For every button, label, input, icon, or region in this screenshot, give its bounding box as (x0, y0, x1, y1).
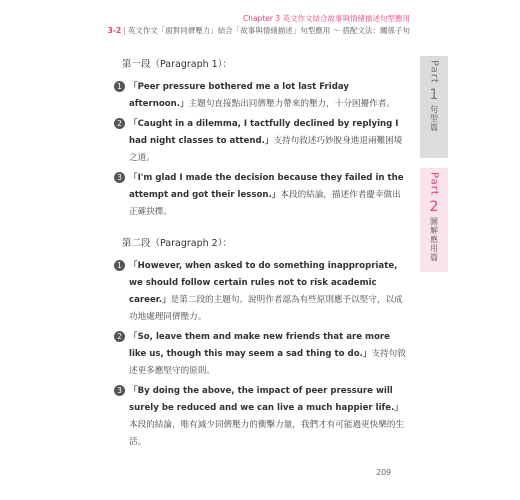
chinese-explanation: 支持句敘述巧妙脫身進退兩難困境之道。 (129, 136, 403, 163)
numbered-bullet-icon: 1 (114, 260, 125, 271)
english-sentence: 「Peer pressure bothered me a lot last Friday afternoon.」 (129, 82, 349, 109)
paragraph-1-item-1 (114, 79, 406, 113)
section-separator: | (123, 26, 126, 35)
english-sentence: 「So, leave them and make new friends that are more like us, though this may seem a sad thing to do.」 (129, 332, 390, 359)
paragraph-1-item-3 (114, 170, 406, 221)
english-sentence: 「Caught in a dilemma, I tactfully declined by replying I had night classes to attend.」 (129, 119, 399, 146)
side-tab-part-number: 2 (429, 198, 439, 215)
numbered-bullet-icon: 2 (114, 331, 125, 342)
numbered-bullet-icon: 3 (114, 172, 125, 183)
numbered-bullet-icon: 2 (114, 118, 125, 129)
paragraph-2-item-2 (114, 329, 406, 380)
side-tab-part-label: Part (428, 172, 440, 196)
chinese-explanation: 本段的結論，唯有減少同儕壓力的衝擊力量，我們才有可能過更快樂的生活。 (129, 420, 405, 447)
page-number: 209 (376, 468, 392, 477)
chapter-header: Chapter 3 英文作文結合故事與情緒描述句型應用 (242, 14, 410, 23)
section-header (108, 25, 410, 36)
paragraph-1-heading: 第一段（Paragraph 1）： (122, 59, 232, 70)
chinese-explanation: 本段的結論，描述作者慶幸做出正確抉擇。 (129, 190, 401, 217)
chinese-explanation: 主題句直接點出同儕壓力帶來的壓力，十分困擾作者。 (188, 99, 395, 109)
side-tab-part-number: 1 (429, 86, 439, 103)
side-tab-part-1 (420, 56, 448, 158)
item-text (129, 329, 406, 380)
section-number: 3-2 (107, 26, 122, 35)
paragraph-2-item-1 (114, 258, 406, 326)
side-tab-title: 圖解應用篇 (429, 216, 439, 262)
section-title: 英文作文「面對同儕壓力」結合「故事與情緒描述」句型應用 ～ 搭配文法：關係子句 (127, 26, 410, 35)
item-text (129, 258, 406, 326)
english-sentence: 「However, when asked to do something inappropriate, we should follow certain rules not to risk academic career.」 (129, 261, 398, 305)
item-text (129, 79, 406, 113)
chinese-explanation: 是第二段的主題句。說明作者認為有些原則應予以堅守，以成功地處理同儕壓力。 (129, 295, 403, 322)
english-sentence: 「By doing the above, the impact of peer pressure will surely be reduced and we can live a much happier life.」 (129, 386, 403, 413)
numbered-bullet-icon: 3 (114, 385, 125, 396)
chinese-explanation: 支持句敘述更多應堅守的原則。 (129, 349, 406, 376)
english-sentence: 「I'm glad I made the decision because they failed in the attempt and got their lesson.」 (129, 173, 404, 200)
paragraph-1-item-2 (114, 116, 406, 167)
numbered-bullet-icon: 1 (114, 81, 125, 92)
item-text (129, 116, 406, 167)
side-tab-part-label: Part (428, 60, 440, 84)
main-content (114, 58, 406, 454)
paragraph-2-item-3 (114, 383, 406, 451)
item-text (129, 170, 406, 221)
side-tab-part-2 (420, 168, 448, 272)
side-tab-title: 句型篇 (429, 104, 439, 132)
paragraph-2-heading: 第二段（Paragraph 2）： (122, 238, 232, 249)
item-text (129, 383, 406, 451)
